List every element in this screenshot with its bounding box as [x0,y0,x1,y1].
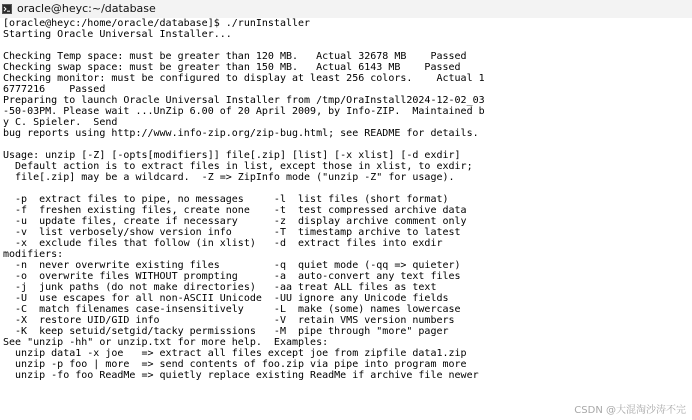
terminal-line: -p extract files to pipe, no messages -l list files (short format) [3,194,449,205]
watermark: CSDN @大混淘沙涛不完 [574,405,686,416]
terminal-line: Checking monitor: must be configured to display at least 256 colors. Actual 1 [3,73,485,84]
terminal-line: -f freshen existing files, create none -t test compressed archive data [3,205,467,216]
terminal-line: -C match filenames case-insensitively -L make (some) names lowercase [3,304,461,315]
terminal-line: -K keep setuid/setgid/tacky permissions -M pipe through "more" pager [3,326,449,337]
terminal-line: unzip data1 -x joe => extract all files except joe from zipfile data1.zip [3,348,467,359]
terminal-line [3,183,692,194]
terminal-output[interactable] [0,18,692,420]
terminal-line: unzip -p foo | more => send contents of foo.zip via pipe into program more [3,359,467,370]
terminal-line: file[.zip] may be a wildcard. -Z => ZipInfo mode ("unzip -Z" for usage). [3,172,455,183]
terminal-line: modifiers: [3,249,64,260]
window-titlebar[interactable] [0,0,692,18]
terminal-line: Usage: unzip [-Z] [-opts[modifiers]] file[.zip] [list] [-x xlist] [-d exdir] [3,150,461,161]
terminal-line: -x exclude files that follow (in xlist) -d extract files into exdir [3,238,443,249]
terminal-line: -X restore UID/GID info -V retain VMS version numbers [3,315,455,326]
terminal-line: Checking Temp space: must be greater than 120 MB. Actual 32678 MB Passed [3,51,467,62]
terminal-line: [oracle@heyc:/home/oracle/database]$ ./runInstaller [3,18,311,29]
terminal-line: Starting Oracle Universal Installer... [3,29,232,40]
terminal-line: -n never overwrite existing files -q quiet mode (-qq => quieter) [3,260,461,271]
terminal-line: y C. Spieler. Send [3,117,118,128]
terminal-line: 6777216 Passed [3,84,106,95]
terminal-line: Preparing to launch Oracle Universal Installer from /tmp/OraInstall2024-12-02_03 [3,95,485,106]
terminal-line: Checking swap space: must be greater than 150 MB. Actual 6143 MB Passed [3,62,461,73]
terminal-icon [2,4,12,14]
terminal-lines [0,18,692,381]
terminal-line: -o overwrite files WITHOUT prompting -a auto-convert any text files [3,271,461,282]
terminal-line: -50-03PM. Please wait ...UnZip 6.00 of 20 April 2009, by Info-ZIP. Maintained b [3,106,485,117]
terminal-line: unzip -fo foo ReadMe => quietly replace existing ReadMe if archive file newer [3,370,479,381]
terminal-line: -v list verbosely/show version info -T timestamp archive to latest [3,227,461,238]
terminal-line: bug reports using http://www.info-zip.org/zip-bug.html; see README for details. [3,128,479,139]
terminal-line: See "unzip -hh" or unzip.txt for more help. Examples: [3,337,329,348]
terminal-line: Default action is to extract files in list, except those in xlist, to exdir; [3,161,473,172]
terminal-line: -u update files, create if necessary -z display archive comment only [3,216,467,227]
terminal-line: -j junk paths (do not make directories) -aa treat ALL files as text [3,282,437,293]
terminal-line: -U use escapes for all non-ASCII Unicode -UU ignore any Unicode fields [3,293,449,304]
terminal-line [3,40,692,51]
terminal-line [3,139,692,150]
window-title: oracle@heyc:~/database [17,2,156,15]
